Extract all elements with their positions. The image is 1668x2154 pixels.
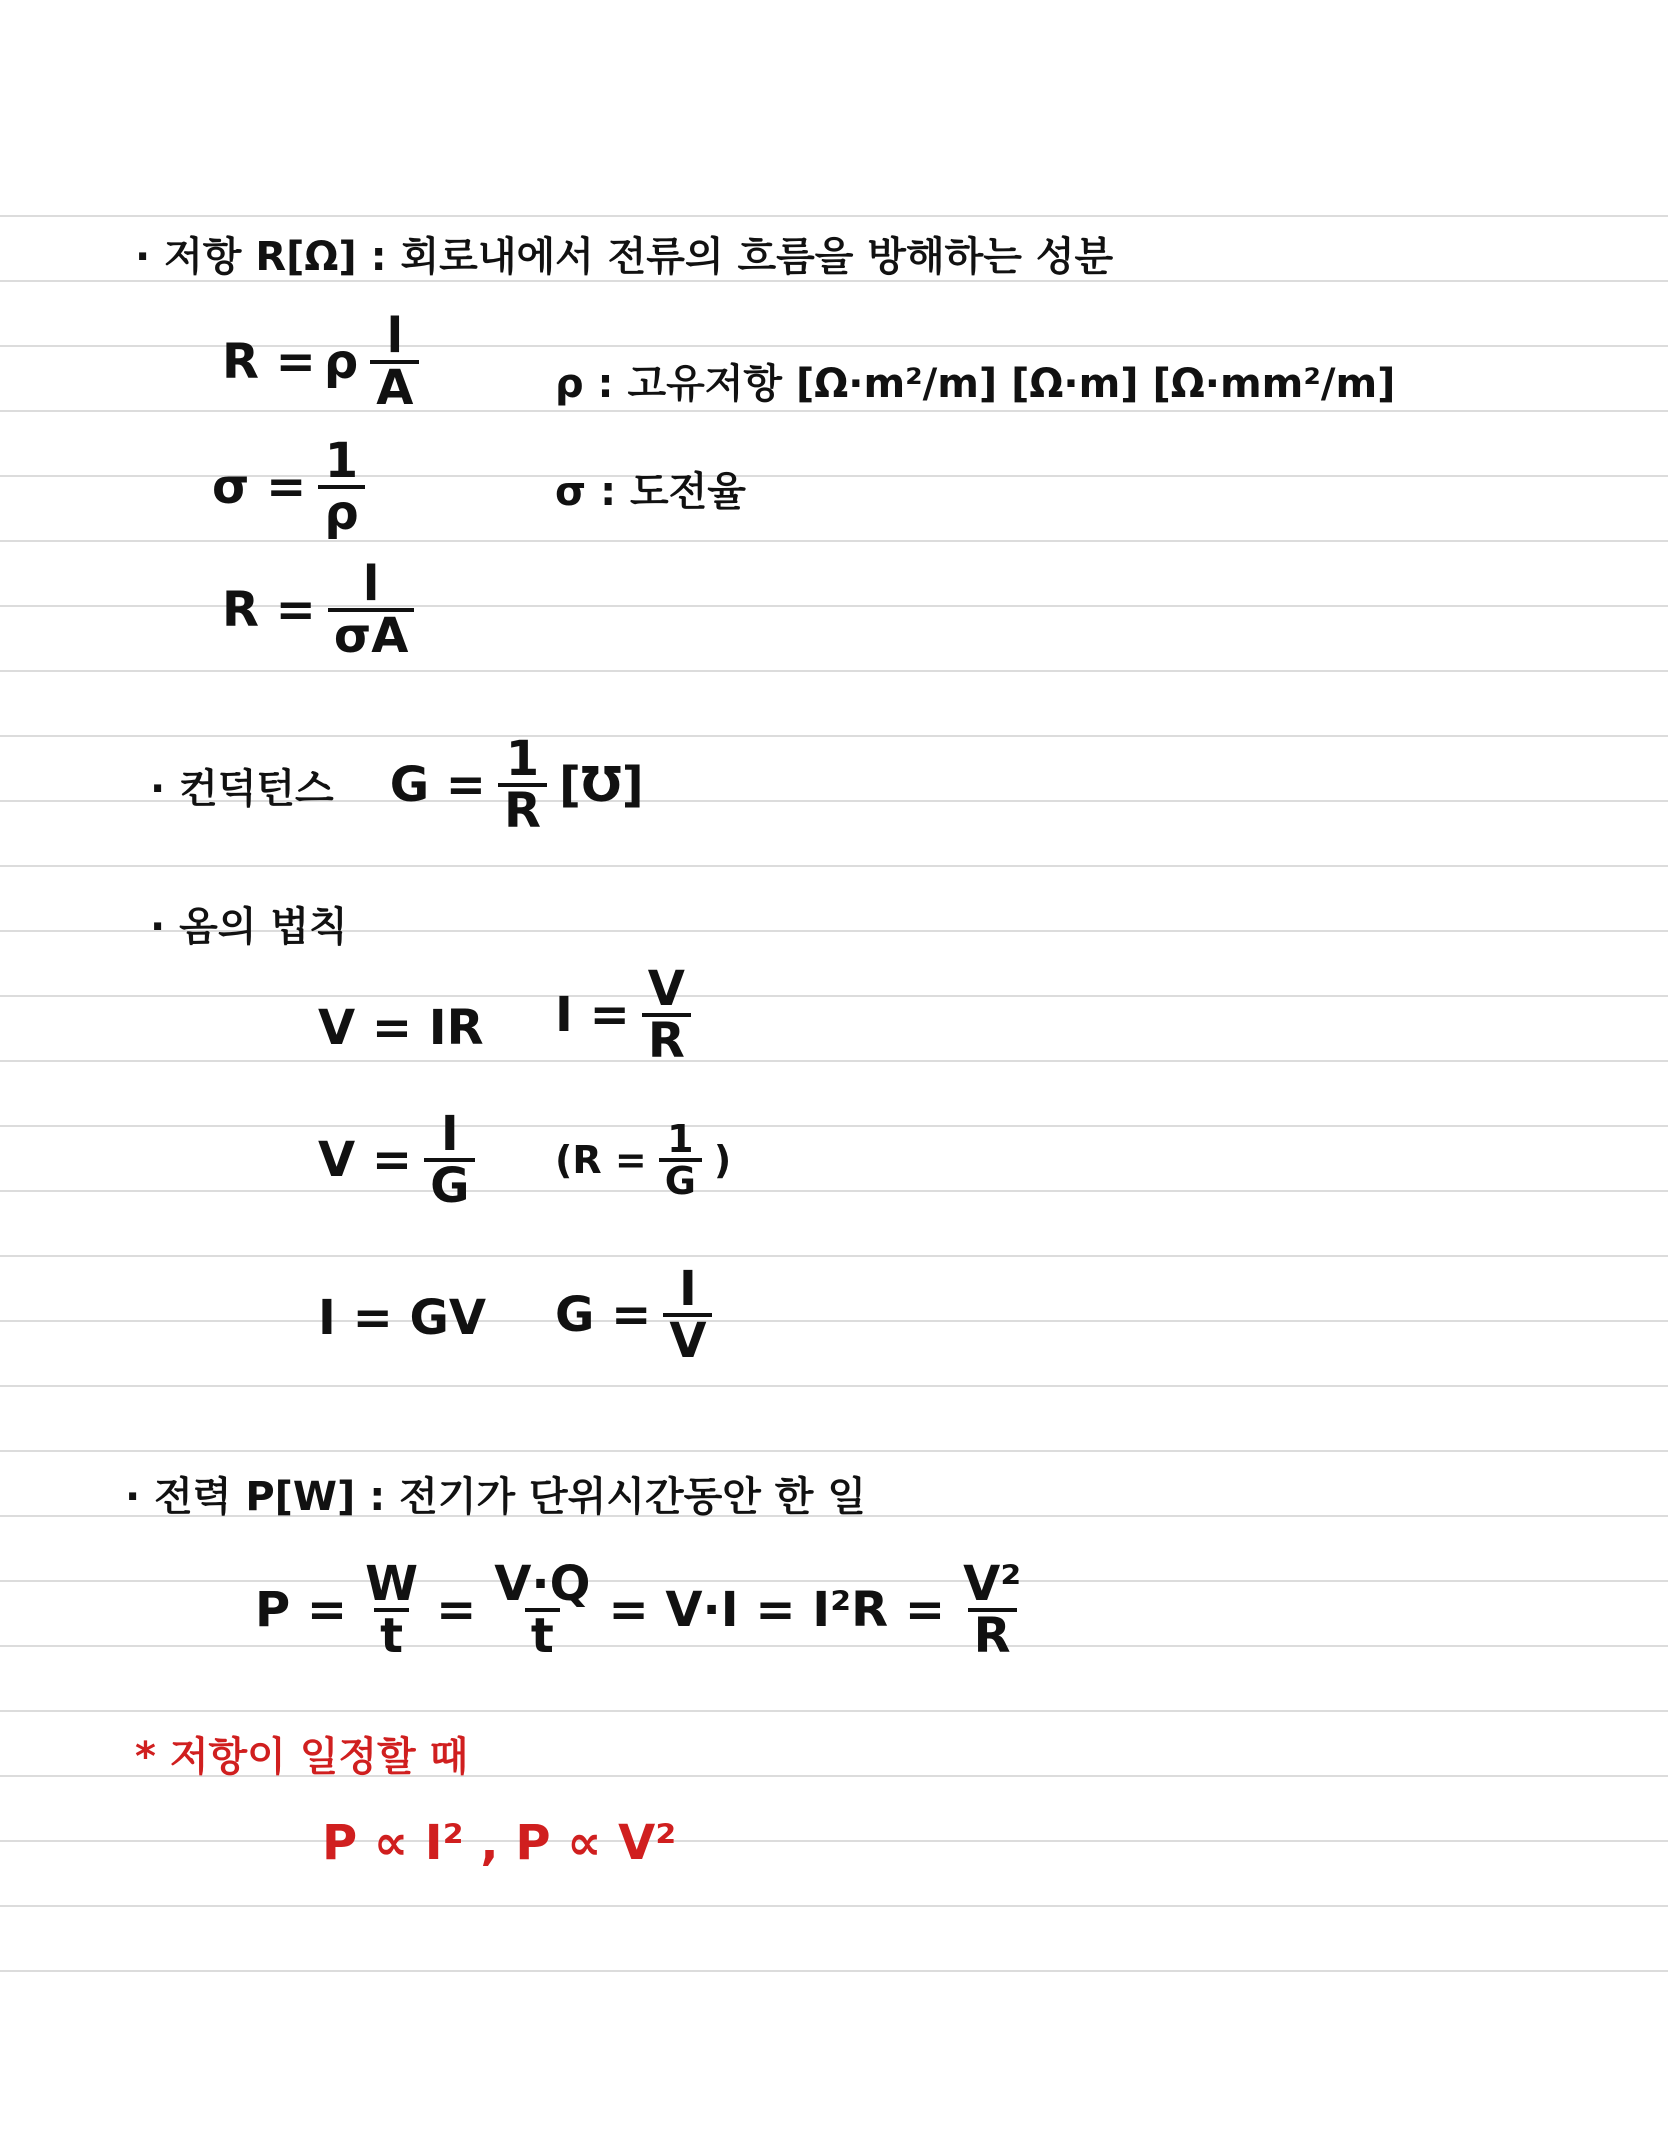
fraction-numerator: W — [365, 1556, 419, 1612]
resistance-formula — [222, 308, 423, 416]
formula-lhs: P = — [255, 1582, 348, 1638]
fraction-denominator: ρ — [318, 485, 364, 537]
rule-line — [0, 1385, 1668, 1387]
rule-line — [0, 1840, 1668, 1842]
rho-symbol: ρ — [323, 334, 359, 390]
formula-lhs: σ = — [212, 459, 307, 515]
formula-text: I = GV — [318, 1290, 487, 1346]
fraction-denominator: G — [659, 1158, 702, 1200]
rule-line — [0, 1970, 1668, 1972]
fraction-numerator: V² — [963, 1556, 1022, 1612]
fraction — [957, 1556, 1027, 1664]
formula-lhs: G = — [555, 1287, 652, 1343]
rule-line — [0, 1255, 1668, 1257]
ohm-formula-i-gv — [318, 1290, 486, 1346]
conductance-heading: · 컨덕턴스 — [150, 765, 334, 812]
ohm-formula-v-ig — [318, 1106, 479, 1214]
formula-lhs: R = — [222, 582, 316, 638]
formula-lhs: V = — [318, 1132, 413, 1188]
formula-text: P ∝ I² , P ∝ V² — [322, 1815, 677, 1871]
ohm-heading: · 옴의 법칙 — [150, 904, 348, 950]
formula-lhs: R = — [222, 334, 316, 390]
formula-rhs: ) — [713, 1138, 732, 1182]
fraction — [318, 433, 364, 541]
unit-label: [℧] — [558, 757, 644, 813]
fraction-numerator: 1 — [505, 731, 540, 787]
fraction-numerator: I — [440, 1106, 459, 1162]
fraction-numerator: V·Q — [494, 1556, 591, 1612]
fraction — [424, 1106, 475, 1214]
note-relation — [322, 1815, 676, 1871]
fraction — [359, 1556, 424, 1664]
sigma-definition: σ : 도전율 — [555, 469, 746, 515]
rule-line — [0, 540, 1668, 542]
fraction-numerator: 1 — [667, 1117, 694, 1161]
fraction-numerator: l — [386, 308, 404, 364]
rule-line — [0, 1905, 1668, 1907]
power-heading: · 전력 P[W] : 전기가 단위시간동안 한 일 — [125, 1474, 866, 1520]
fraction-denominator: R — [498, 783, 547, 835]
rule-line — [0, 1320, 1668, 1322]
fraction — [488, 1556, 596, 1664]
fraction-denominator: σA — [328, 608, 415, 660]
resistance-formula-sigma — [222, 556, 418, 664]
rule-line — [0, 995, 1668, 997]
fraction-denominator: A — [370, 360, 419, 412]
fraction — [498, 731, 547, 839]
formula-text: V = IR — [318, 1000, 484, 1056]
conductivity-formula — [212, 433, 369, 541]
fraction-denominator: t — [374, 1608, 409, 1660]
fraction — [663, 1261, 712, 1369]
fraction-numerator: 1 — [324, 433, 359, 489]
rule-line — [0, 1190, 1668, 1192]
rho-definition: ρ : 고유저항 [Ω·m²/m] [Ω·m] [Ω·mm²/m] — [555, 361, 1396, 407]
formula-lhs: I = — [555, 987, 630, 1043]
rule-line — [0, 215, 1668, 217]
formula-rest: = V·I = I²R = — [608, 1582, 946, 1638]
fraction — [659, 1117, 702, 1203]
rule-line — [0, 1710, 1668, 1712]
conductance-line — [150, 731, 644, 839]
fraction-denominator: t — [525, 1608, 560, 1660]
fraction-denominator: G — [424, 1158, 475, 1210]
ohm-formula-g — [555, 1261, 716, 1369]
fraction — [642, 961, 691, 1069]
rule-line — [0, 1060, 1668, 1062]
fraction — [370, 308, 419, 416]
equals-sign: = — [436, 1582, 477, 1638]
fraction-numerator: I — [678, 1261, 697, 1317]
fraction-denominator: V — [663, 1313, 712, 1365]
note-heading: * 저항이 일정할 때 — [135, 1734, 469, 1780]
formula-lhs: (R = — [555, 1138, 647, 1182]
rule-line — [0, 1450, 1668, 1452]
power-formula — [255, 1556, 1031, 1664]
fraction-numerator: l — [362, 556, 380, 612]
formula-lhs: G = — [389, 757, 487, 813]
ohm-formula-r-g — [555, 1117, 732, 1203]
fraction-numerator: V — [647, 961, 685, 1017]
fraction-denominator: R — [642, 1013, 691, 1065]
fraction-denominator: R — [968, 1608, 1017, 1660]
fraction — [328, 556, 415, 664]
ohm-formula-i — [555, 961, 695, 1069]
rule-line — [0, 865, 1668, 867]
rule-line — [0, 670, 1668, 672]
ohm-formula-v-ir — [318, 1000, 484, 1056]
rule-line — [0, 1125, 1668, 1127]
resistance-heading: · 저항 R[Ω] : 회로내에서 전류의 흐름을 방해하는 성분 — [135, 234, 1114, 280]
